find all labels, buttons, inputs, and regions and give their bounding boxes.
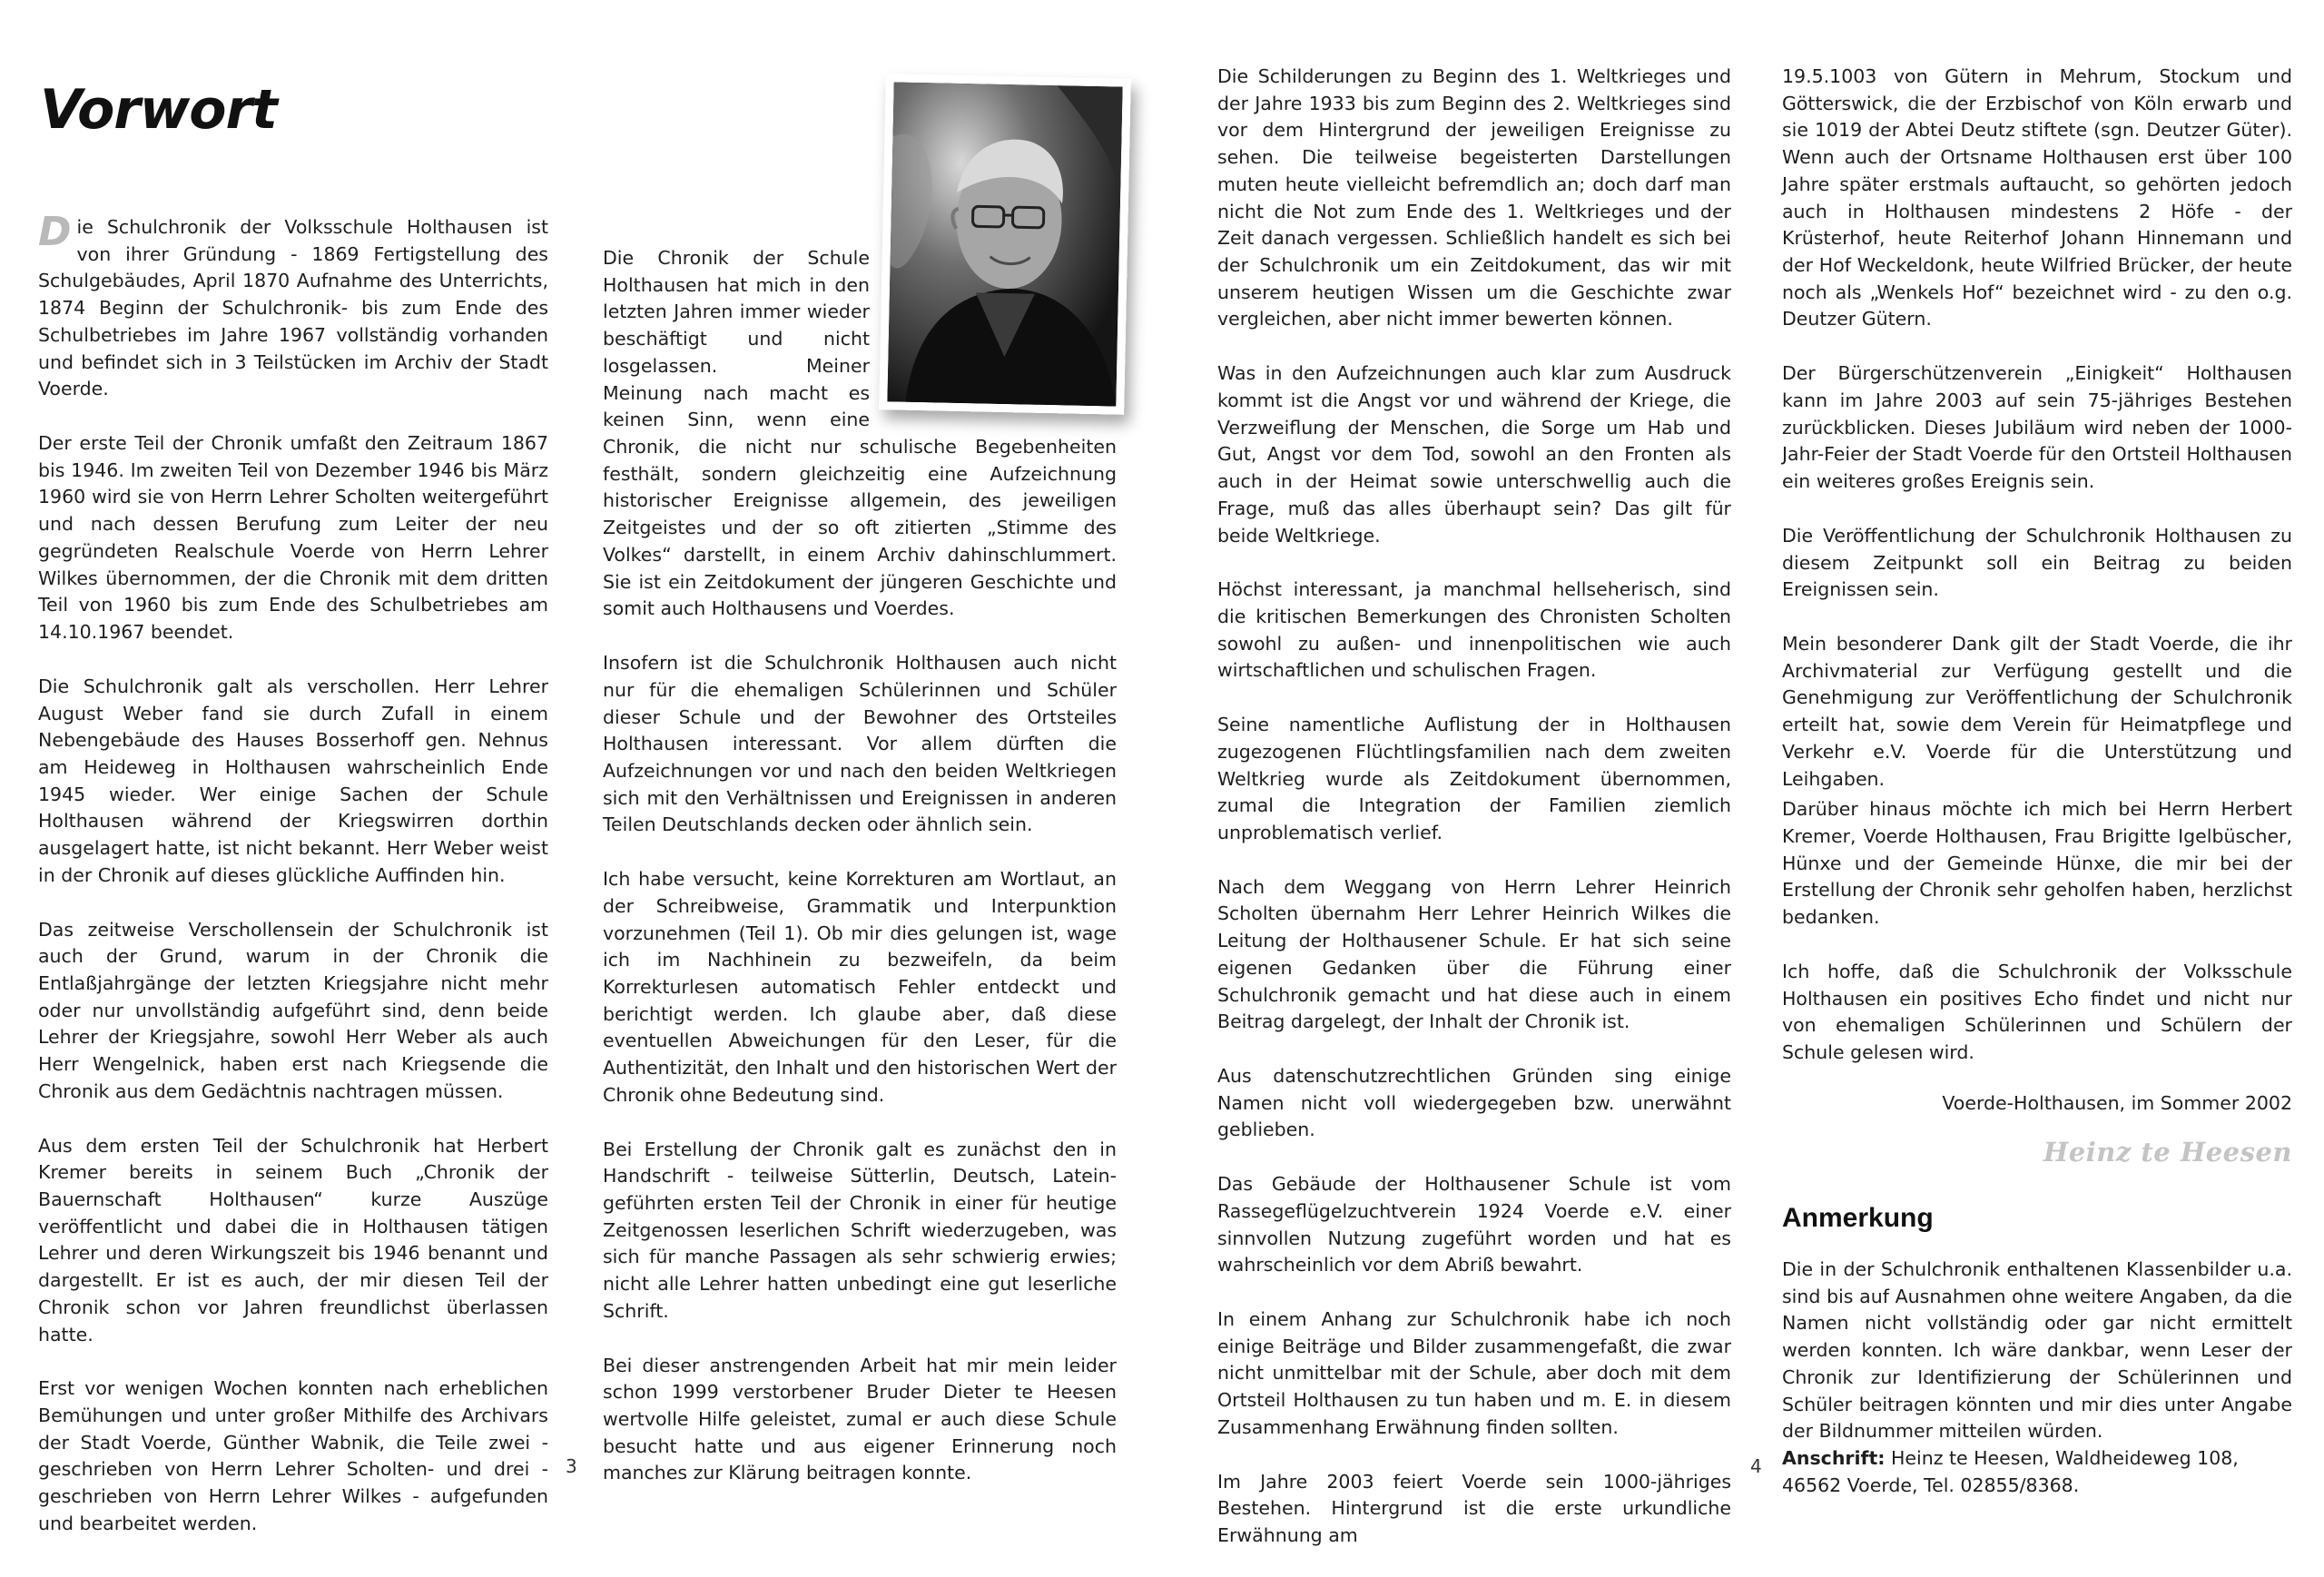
paragraph: Der erste Teil der Chronik umfaßt den Zeitraum 1867 bis 1946. Im zweiten Teil von Dezember 1946 bis März 1960 wird sie von Herrn Lehrer Scholten weitergeführt und nach dessen Berufung zum Leiter der neu gegründeten Realschule Voerde von Herrn Lehrer Wilkes übernommen, der die Chronik mit dem dritten Teil von 1960 bis zum Ende des Schulbetriebes am 14.10.1967 beendet. — [38, 430, 548, 646]
right-column-1 — [1217, 64, 1731, 1577]
paragraph: Die Chronik der Schule Holthausen hat mich in den letzten Jahren immer wieder beschäftigt und nicht losgelassen. Meiner Meinung nach macht es keinen Sinn, wenn eine Chronik, die nicht nur schulische Begebenheiten festhält, sondern gleichzeitig eine Aufzeichnung historischer Ereignisse allgemein, des jeweiligen Zeitgeistes und der so oft zitierten „Stimme des Volkes“ darstellt, in einem Archiv dahinschlummert. Sie ist ein Zeitdokument der jüngeren Geschichte und somit auch Holthausens und Voerdes. — [603, 245, 1117, 623]
thanks-paragraph: Darüber hinaus möchte ich mich bei Herrn Herbert Kremer, Voerde Holthausen, Frau Brigitte Igelbüscher, Hünxe und der Gemeinde Hünxe, die mir bei der Erstellung der Chronik sehr geholfen haben, herzlichst bedanken. — [1782, 796, 2292, 931]
note-paragraph: Die in der Schulchronik enthaltenen Klassenbilder u.a. sind bis auf Ausnahmen ohne weitere Angaben, da die Namen nicht vollständig oder gar nicht ermittelt werden konnten. Ich wäre dankbar, wenn Leser der Chronik zur Identifizierung der Schülerinnen und Schüler beitragen könnten und mir dies unter Angabe der Bildnummer mitteilen würden. — [1782, 1257, 2292, 1445]
address-line-2: 46562 Voerde, Tel. 02855/8368. — [1782, 1473, 2292, 1500]
page-number-right: 4 — [1750, 1455, 1762, 1477]
paragraph-text: ie Schulchronik der Volksschule Holthausen ist von ihrer Gründung - 1869 Fertigstellung des Schulgebäudes, April 1870 Aufnahme des Unterrichts, 1874 Beginn der Schulchronik- bis zum Ende des Schulbetriebes im Jahre 1967 vollständig vorhanden und befindet sich in 3 Teilstücken im Archiv der Stadt Voerde. — [38, 216, 548, 399]
paragraph: Nach dem Weggang von Herrn Lehrer Heinrich Scholten übernahm Herr Lehrer Heinrich Wilkes die Leitung der Holthausener Schule. Er hat sich seine eigenen Gedanken über die Führung einer Schulchronik gemacht und hat diese auch in einem Beitrag dargelegt, der Inhalt der Chronik ist. — [1217, 874, 1731, 1036]
paragraph: Aus datenschutzrechtlichen Gründen sing einige Namen nicht voll wiedergegeben bzw. unerwähnt geblieben. — [1217, 1063, 1731, 1144]
right-column-2 — [1782, 64, 2292, 1499]
paragraph: Ich habe versucht, keine Korrekturen am Wortlaut, an der Schreibweise, Grammatik und Interpunktion vorzunehmen (Teil 1). Ob mir dies gelungen ist, wage ich im Nachhinein zu bezweifeln, da beim Korrekturlesen automatisch Fehler entdeckt und berichtigt werden. Ich glaube aber, daß diese eventuellen Abweichungen für den Leser, für die Authentizität, den Inhalt und den historischen Wert der Chronik ohne Bedeutung sind. — [603, 866, 1117, 1109]
address-line — [1782, 1445, 2292, 1473]
paragraph: Erst vor wenigen Wochen konnten nach erheblichen Bemühungen und unter großer Mithilfe des Archivars der Stadt Voerde, Günther Wabnik, die Teile zwei - geschrieben von Herrn Lehrer Scholten- und drei - geschrieben von Herrn Lehrer Wilkes - aufgefunden und bearbeitet werden. — [38, 1375, 548, 1537]
paragraph: Der Bürgerschützenverein „Einigkeit“ Holthausen kann im Jahre 2003 auf sein 75-jähriges Bestehen zurückblicken. Dieses Jubiläum wird neben der 1000-Jahr-Feier der Stadt Voerde für den Ortsteil Holthausen ein weiteres großes Ereignis sein. — [1782, 360, 2292, 496]
author-photo — [879, 74, 1131, 415]
paragraph: 19.5.1003 von Gütern in Mehrum, Stockum und Götterswick, die der Erzbischof von Köln erwarb und sie 1019 der Abtei Deutz stiftete (sgn. Deutzer Güter). Wenn auch der Ortsname Holthausen erst über 100 Jahre später erstmals auftaucht, so gehörten jedoch auch in Holthausen mindestens 2 Höfe - der Krüsterhof, heute Reiterhof Johann Hinnemann und der Hof Weckeldonk, heute Wilfried Brücker, der heute noch als „Wenkels Hof“ bezeichnet wird - zu den o.g. Deutzer Gütern. — [1782, 64, 2292, 333]
paragraph: Bei Erstellung der Chronik galt es zunächst den in Handschrift - teilweise Sütterlin, Deutsch, Latein- geführten ersten Teil der Chronik in einer für heutige Zeitgenossen leserlichen Schrift wiederzugeben, was sich für manche Passagen als sehr schwierig erwies; nicht alle Lehrer hatten unbedingt eine gut leserliche Schrift. — [603, 1137, 1117, 1326]
drop-cap: D — [38, 216, 72, 249]
paragraph: Die Veröffentlichung der Schulchronik Holthausen zu diesem Zeitpunkt soll ein Beitrag zu beiden Ereignissen sein. — [1782, 523, 2292, 604]
author-photo-frame — [882, 76, 1147, 419]
paragraph: Aus dem ersten Teil der Schulchronik hat Herbert Kremer bereits in seinem Buch „Chronik der Bauernschaft Holthausen“ kurze Auszüge veröffentlicht und dabei die in Holthausen tätigen Lehrer und deren Wirkungszeit bis 1946 benannt und dargestellt. Er ist es auch, der mir diesen Teil der Chronik schon vor Jahren freundlichst überlassen hatte. — [38, 1133, 548, 1349]
paragraph: Seine namentliche Auflistung der in Holthausen zugezogenen Flüchtlingsfamilien nach dem zweiten Weltkrieg wurde als Zeitdokument übernommen, zumal die Integration der Familien ziemlich unproblematisch verlief. — [1217, 712, 1731, 847]
address-text: Heinz te Heesen, Waldheideweg 108, — [1885, 1447, 2238, 1469]
section-title: Anmerkung — [1782, 1198, 2292, 1238]
paragraph — [38, 214, 548, 403]
paragraph: Das Gebäude der Holthausener Schule ist vom Rassegeflügelzuchtverein 1924 Voerde e.V. einer sinnvollen Nutzung zugeführt worden und hat es wahrscheinlich vor dem Abriß bewahrt. — [1217, 1171, 1731, 1279]
left-column-1 — [38, 214, 548, 1565]
paragraph: Im Jahre 2003 feiert Voerde sein 1000-jähriges Bestehen. Hintergrund ist die erste urkundliche Erwähnung am — [1217, 1469, 1731, 1550]
paragraph: Insofern ist die Schulchronik Holthausen auch nicht nur für die ehemaligen Schülerinnen und Schüler dieser Schule und der Bewohner des Ortsteiles Holthausen interessant. Vor allem dürften die Aufzeichnungen vor und nach den beiden Weltkriegen sich mit den Verhältnissen und Ereignissen in anderen Teilen Deutschlands decken oder ähnlich sein. — [603, 650, 1117, 839]
place-date: Voerde-Holthausen, im Sommer 2002 — [1782, 1090, 2292, 1118]
paragraph: In einem Anhang zur Schulchronik habe ich noch einige Beiträge und Bilder zusammengefaßt, die zwar nicht unmittelbar mit der Schule, aber doch mit dem Ortsteil Holthausen zu tun haben und m. E. in diesem Zusammenhang Erwähnung finden sollten. — [1217, 1306, 1731, 1442]
paragraph: Die Schilderungen zu Beginn des 1. Weltkrieges und der Jahre 1933 bis zum Beginn des 2. Weltkrieges sind vor dem Hintergrund der jeweiligen Ereignisse zu sehen. Die teilweise begeisterten Darstellungen muten heute vielleicht befremdlich an; doch darf man nicht die Not zum Ende des 1. Weltkrieges und der Zeit danach vergessen. Schließlich handelt es sich bei der Schulchronik um ein Zeitdokument, das wir mit unserem heutigen Wissen um die Geschichte zwar vergleichen, aber nicht immer bewerten können. — [1217, 64, 1731, 333]
left-column-2 — [603, 245, 1117, 1514]
portrait-image — [887, 82, 1122, 406]
page-number-left: 3 — [566, 1455, 577, 1477]
thanks-paragraph: Mein besonderer Dank gilt der Stadt Voerde, die ihr Archivmaterial zur Verfügung gestellt und die Genehmigung zur Veröffentlichung der Schulchronik erteilt hat, sowie dem Verein für Heimatpflege und Verkehr e.V. Voerde für die Unterstützung und Leihgaben. — [1782, 631, 2292, 793]
paragraph: Das zeitweise Verschollensein der Schulchronik ist auch der Grund, warum in der Chronik die Entlaßjahrgänge der letzten Kriegsjahre nicht mehr oder nur unvollständig aufgeführt sind, denn beide Lehrer der Kriegsjahre, sowohl Herr Weber als auch Herr Wengelnick, haben erst nach Kriegsende die Chronik aus dem Gedächtnis nachtragen müssen. — [38, 917, 548, 1106]
paragraph: Was in den Aufzeichnungen auch klar zum Ausdruck kommt ist die Angst vor und während der Kriege, die Verzweiflung der Menschen, die Sorge um Hab und Gut, Angst vor dem Tod, sowohl an den Fronten als auch in der Heimat sowie unterschwellig auch die Frage, muß das alles überhaupt sein? Das gilt für beide Weltkriege. — [1217, 360, 1731, 549]
paragraph: Höchst interessant, ja manchmal hellseherisch, sind die kritischen Bemerkungen des Chronisten Scholten sowohl zu außen- und innenpolitischen wie auch wirtschaftlichen und schulischen Fragen. — [1217, 577, 1731, 685]
paragraph: Ich hoffe, daß die Schulchronik der Volksschule Holthausen ein positives Echo findet und nicht nur von ehemaligen Schülerinnen und Schülern der Schule gelesen wird. — [1782, 959, 2292, 1067]
page-title: Vorwort — [40, 78, 277, 142]
paragraph: Die Schulchronik galt als verschollen. Herr Lehrer August Weber fand sie durch Zufall in einem Nebengebäude des Hauses Bosserhoff gen. Nehnus am Heideweg in Holthausen wahrscheinlich Ende 1945 wieder. Wer einige Sachen der Schule Holthausen während der Kriegswirren dorthin ausgelagert hatte, ist nicht bekannt. Herr Weber weist in der Chronik auf dieses glückliche Auffinden hin. — [38, 674, 548, 890]
signature: Heinz te Heesen — [1782, 1133, 2292, 1171]
address-label: Anschrift: — [1782, 1447, 1885, 1469]
paragraph: Bei dieser anstrengenden Arbeit hat mir mein leider schon 1999 verstorbener Bruder Dieter te Heesen wertvolle Hilfe geleistet, zumal er auch diese Schule besucht hatte und aus eigener Erinnerung noch manches zur Klärung beitragen konnte. — [603, 1353, 1117, 1488]
